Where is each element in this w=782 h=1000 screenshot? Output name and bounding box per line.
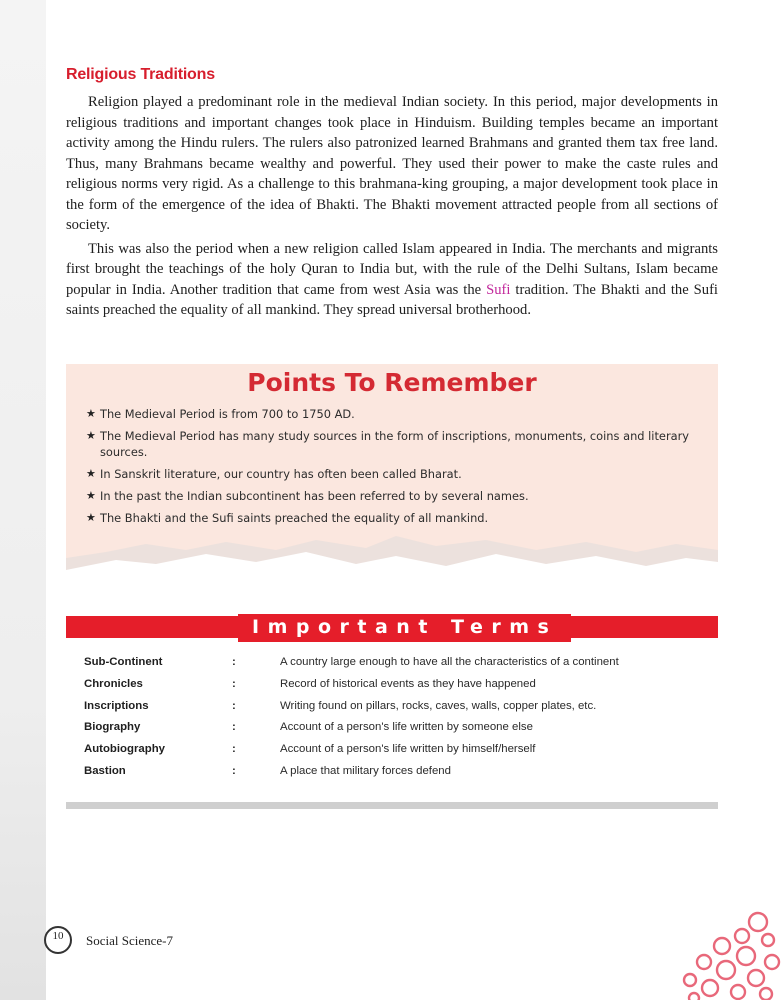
term-separator: :: [232, 677, 236, 690]
star-icon: ★: [86, 407, 96, 420]
terms-table: [84, 656, 704, 787]
points-list: [86, 406, 710, 532]
term-name: Inscriptions: [84, 699, 149, 712]
term-separator: :: [232, 743, 236, 756]
list-item: [86, 428, 710, 460]
table-row: [84, 765, 704, 787]
torn-paper-edge: [66, 530, 718, 610]
term-name: Autobiography: [84, 743, 165, 756]
paragraph-2-text-a: This was also the period when a new religion called Islam appeared in India. The merchants and migrants first brought the teachings of the holy Quran to India but, with the rule of the Delhi Sultans, Islam became popular in India. Another tradition that came from west Asia was the: [66, 240, 718, 298]
page-number: 10: [52, 930, 64, 942]
term-separator: :: [232, 699, 236, 712]
point-text: The Bhakti and the Sufi saints preached the equality of all mankind.: [100, 511, 489, 525]
table-row: [84, 743, 704, 765]
section-heading: Religious Traditions: [66, 66, 215, 83]
star-icon: ★: [86, 489, 96, 502]
section-body: [66, 92, 718, 321]
term-name: Biography: [84, 721, 141, 734]
term-name: Chronicles: [84, 677, 143, 690]
table-row: [84, 700, 704, 722]
term-definition: A place that military forces defend: [280, 764, 451, 777]
book-title: Social Science-7: [86, 933, 173, 948]
star-icon: ★: [86, 429, 96, 442]
page-margin-strip: [0, 0, 46, 1000]
point-text: In Sanskrit literature, our country has often been called Bharat.: [100, 467, 462, 481]
table-row: [84, 678, 704, 700]
paragraph-2: [66, 239, 718, 321]
list-item: [86, 488, 710, 504]
divider-bar: [66, 802, 718, 809]
term-name: Bastion: [84, 764, 126, 777]
paragraph-2-text-b: tradition. The Bhakti and the Sufi saints preached the equality of all mankind. They spread universal brotherhood.: [66, 281, 718, 318]
point-text: The Medieval Period is from 700 to 1750 AD.: [100, 407, 355, 421]
paragraph-1: Religion played a predominant role in the medieval Indian society. In this period, major developments in religious traditions and important changes took place in Hinduism. Building temples became an important activity among the Hindu rulers. The rulers also patronized learned Brahmans and granted them tax free land. Thus, many Brahmans became wealthy and powerful. They used their power to make the caste rules and religious norms very rigid. As a challenge to this brahmana-king grouping, a major development took place in the form of the emergence of the idea of Bhakti. The Bhakti movement attracted people from all sections of society.: [66, 94, 718, 233]
list-item: [86, 510, 710, 526]
term-definition: Record of historical events as they have happened: [280, 677, 536, 690]
points-to-remember-title: Points To Remember: [247, 368, 537, 397]
term-separator: :: [232, 764, 236, 777]
term-definition: A country large enough to have all the characteristics of a continent: [280, 656, 619, 668]
list-item: [86, 466, 710, 482]
table-row: [84, 656, 704, 678]
term-name: Sub-Continent: [84, 656, 163, 668]
term-definition: Account of a person's life written by himself/herself: [280, 743, 536, 756]
table-row: [84, 721, 704, 743]
decorative-circles-icon: [660, 900, 782, 1000]
sufi-highlight: Sufi: [486, 281, 511, 298]
star-icon: ★: [86, 511, 96, 524]
important-terms-title: Important Terms: [238, 611, 571, 642]
term-separator: :: [232, 721, 236, 734]
point-text: The Medieval Period has many study sources in the form of inscriptions, monuments, coins and literary sources.: [100, 429, 690, 459]
star-icon: ★: [86, 467, 96, 480]
list-item: [86, 406, 710, 422]
term-separator: :: [232, 656, 236, 668]
point-text: In the past the Indian subcontinent has been referred to by several names.: [100, 489, 529, 503]
term-definition: Writing found on pillars, rocks, caves, walls, copper plates, etc.: [280, 699, 597, 712]
term-definition: Account of a person's life written by someone else: [280, 721, 533, 734]
